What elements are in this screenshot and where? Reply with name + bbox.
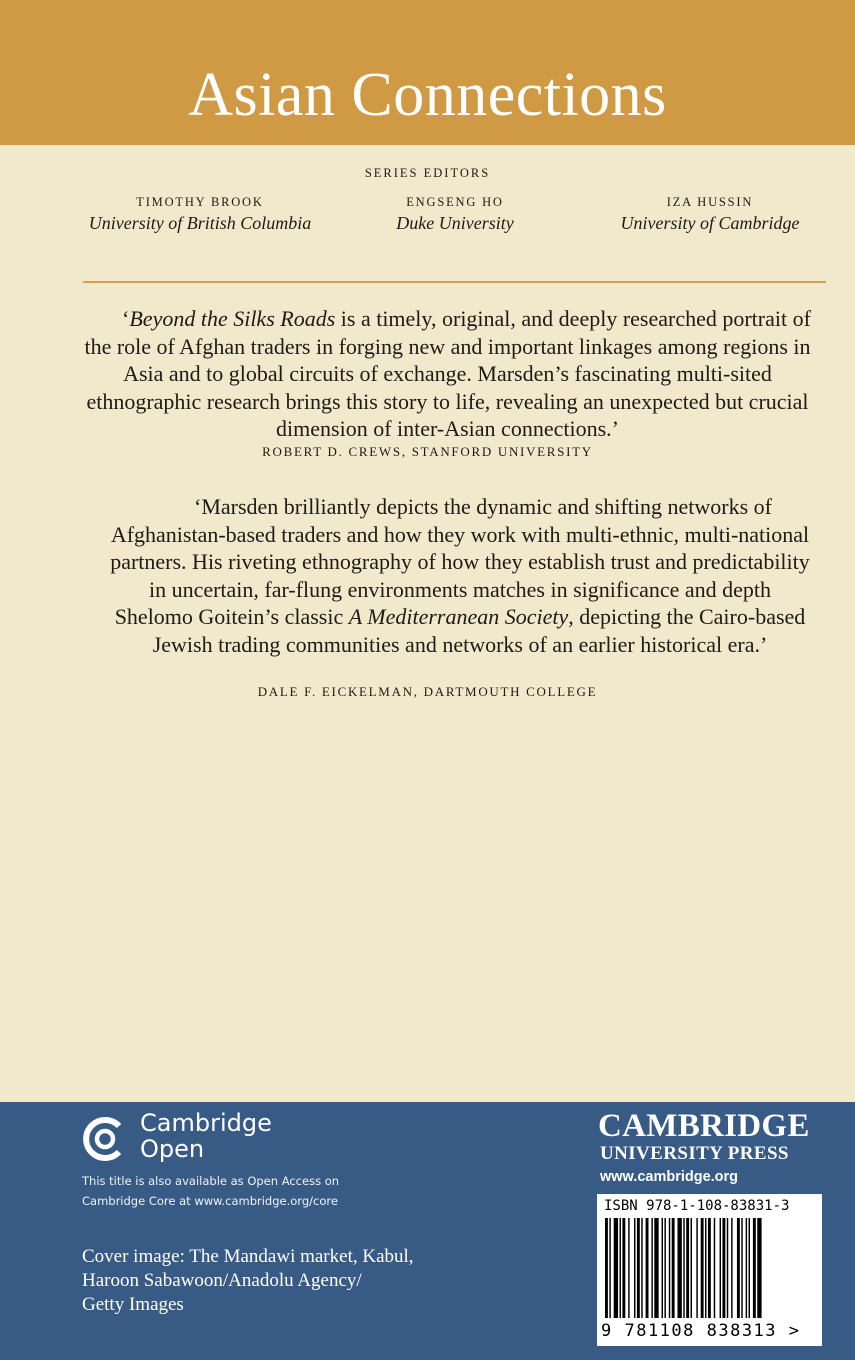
quote-book-title: A Mediterranean Society [348,604,569,629]
barcode-bar [737,1218,740,1318]
isbn-number: ISBN 978-1-108-83831-3 [604,1198,790,1214]
barcode-bar [683,1218,684,1318]
barcode-bars [603,1218,813,1322]
editor-name: TIMOTHY BROOK [136,195,264,209]
series-editors-heading: SERIES EDITORS [364,166,491,180]
editor-affiliation: University of British Columbia [88,213,312,233]
editor-affiliation: Duke University [396,213,514,233]
cambridge-open-line1: Cambridge [140,1109,272,1137]
barcode-bar [664,1218,665,1318]
barcode-bar [646,1218,649,1318]
series-header-band [0,0,855,145]
barcode-bar [605,1218,608,1318]
barcode-bar [696,1218,697,1318]
barcode-bar [691,1218,692,1318]
editor-iza-hussin [590,193,830,235]
barcode-bar [654,1218,658,1318]
barcode-bar [622,1218,625,1318]
barcode-bar [705,1218,706,1318]
section-divider [83,281,826,283]
cover-credit-line: Haroon Sabawoon/Anadolu Agency/ [82,1270,362,1291]
editor-name: IZA HUSSIN [666,195,754,209]
cambridge-open-wordmark [140,1110,272,1162]
barcode-bar [628,1218,629,1318]
barcode-bar [678,1218,682,1318]
publisher-footer [0,1102,855,1360]
barcode-bar [701,1218,704,1318]
quote-text-before: ‘Marsden brilliantly depicts the dynamic and shifting networks of Afghanistan-based traders and how they work with multi-ethnic, multi-national partners. His riveting ethnography of how they establish trust and predictability in uncertain, far-flung environments matches in significance and depth Shelomo Goitein’s classic [110,494,810,629]
barcode-bar [662,1218,663,1318]
barcode-bar [609,1218,610,1318]
cover-image-credit [82,1245,414,1317]
cover-credit-line: Getty Images [82,1294,184,1315]
barcode-bar [686,1218,689,1318]
publisher-url: www.cambridge.org [600,1169,739,1185]
barcode-bar [641,1218,642,1318]
quote-text: is a timely, original, and deeply researched portrait of the role of Afghan traders in forging new and important linkages among regions in Asia and to global circuits of exchange. Marsden’s fascinating multi-sited ethnographic research brings this story to life, revealing an unexpected but crucial dimension of inter-Asian connections.’ [84,306,811,441]
quote-book-title: Beyond the Silks Roads [129,306,336,331]
editor-affiliation: University of Cambridge [620,213,800,233]
open-access-line: This title is also available as Open Access on [82,1174,340,1188]
cover-credit-line: Cover image: The Mandawi market, Kabul, [82,1246,414,1267]
quote-attribution-crews: ROBERT D. CREWS, STANFORD UNIVERSITY [262,444,593,459]
cambridge-open-logo-icon [82,1116,128,1162]
barcode-bar [727,1218,728,1318]
cambridge-open-line2: Open [140,1135,205,1163]
publisher-subtitle: UNIVERSITY PRESS [600,1143,789,1164]
quote-attribution-eickelman: DALE F. EICKELMAN, DARTMOUTH COLLEGE [257,684,598,699]
barcode-bar [708,1218,711,1318]
barcode-bar [614,1218,618,1318]
barcode-bar [746,1218,747,1318]
quote-open-mark: ‘ [122,306,130,331]
barcode-bar [731,1218,732,1318]
barcode-bar [741,1218,742,1318]
publisher-name: CAMBRIDGE [598,1108,810,1144]
barcode-bar [720,1218,721,1318]
barcode-bar [669,1218,670,1318]
quote-text-after: , depicting the Cairo-based Jewish trading communities and networks of an earlier historical era.’ [152,604,806,657]
barcode-bar [637,1218,640,1318]
barcode-bar [651,1218,652,1318]
endorsement-quote-eickelman [110,493,810,658]
barcode-bar [757,1218,761,1318]
barcode-bar [634,1218,635,1318]
barcode-bar [749,1218,750,1318]
series-title: Asian Connections [188,61,667,129]
barcode-bar [714,1218,715,1318]
editor-engseng-ho [330,193,580,235]
barcode-bar [722,1218,725,1318]
editor-timothy-brook [70,193,330,235]
endorsement-quote-crews [82,305,813,443]
open-access-line: Cambridge Core at www.cambridge.org/core [82,1194,338,1208]
editor-name: ENGSENG HO [406,195,504,209]
open-access-note [82,1171,339,1211]
isbn-barcode [597,1194,822,1346]
barcode-digits: 9 781108 838313 > [601,1321,801,1341]
barcode-bar [672,1218,675,1318]
barcode-bar [620,1218,621,1318]
barcode-bar [753,1218,756,1318]
